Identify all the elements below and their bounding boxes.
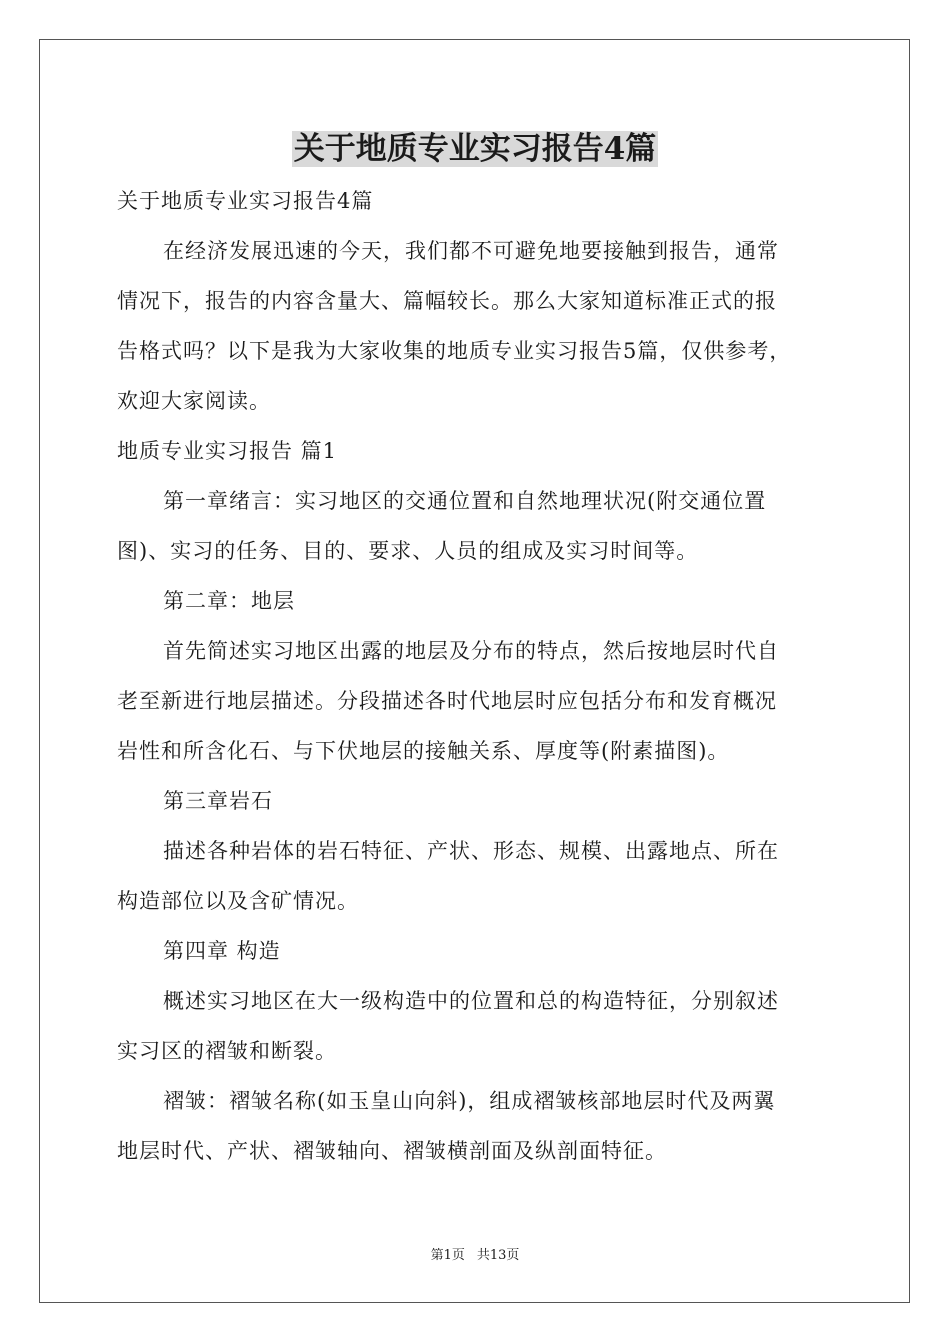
chapter-1-line: 第一章绪言：实习地区的交通位置和自然地理状况(附交通位置 xyxy=(163,489,767,513)
page-footer xyxy=(0,1246,950,1266)
intro-paragraph-line: 情况下，报告的内容含量大、篇幅较长。那么大家知道标准正式的报 xyxy=(117,289,777,313)
section-heading: 地质专业实习报告 篇1 xyxy=(117,439,338,463)
chapter-2-line: 岩性和所含化石、与下伏地层的接触关系、厚度等(附素描图)。 xyxy=(117,739,730,763)
intro-paragraph-line: 欢迎大家阅读。 xyxy=(117,389,271,413)
chapter-1-line: 图)、实习的任务、目的、要求、人员的组成及实习时间等。 xyxy=(117,539,699,563)
intro-paragraph-line: 在经济发展迅速的今天，我们都不可避免地要接触到报告，通常 xyxy=(163,239,779,263)
document-title-text: 关于地质专业实习报告4篇 xyxy=(293,131,657,167)
fold-paragraph-line: 褶皱：褶皱名称(如玉皇山向斜)，组成褶皱核部地层时代及两翼 xyxy=(163,1089,776,1113)
chapter-3-heading: 第三章岩石 xyxy=(163,789,273,813)
chapter-4-line: 实习区的褶皱和断裂。 xyxy=(117,1039,337,1063)
intro-paragraph-line: 告格式吗？以下是我为大家收集的地质专业实习报告5篇，仅供参考， xyxy=(117,339,792,363)
chapter-3-line: 构造部位以及含矿情况。 xyxy=(117,889,359,913)
page-number: 第1页 xyxy=(430,1248,465,1263)
fold-paragraph-line: 地层时代、产状、褶皱轴向、褶皱横剖面及纵剖面特征。 xyxy=(117,1139,667,1163)
chapter-3-line: 描述各种岩体的岩石特征、产状、形态、规模、出露地点、所在 xyxy=(163,839,779,863)
page-total: 共13页 xyxy=(476,1248,520,1263)
chapter-4-line: 概述实习地区在大一级构造中的位置和总的构造特征，分别叙述 xyxy=(163,989,779,1013)
chapter-2-line: 老至新进行地层描述。分段描述各时代地层时应包括分布和发育概况 xyxy=(117,689,777,713)
chapter-4-heading: 第四章 构造 xyxy=(163,939,281,963)
chapter-2-line: 首先简述实习地区出露的地层及分布的特点，然后按地层时代自 xyxy=(163,639,779,663)
subtitle-line: 关于地质专业实习报告4篇 xyxy=(117,189,374,213)
document-title xyxy=(0,124,950,174)
document-body xyxy=(117,176,837,1176)
chapter-2-heading: 第二章：地层 xyxy=(163,589,295,613)
